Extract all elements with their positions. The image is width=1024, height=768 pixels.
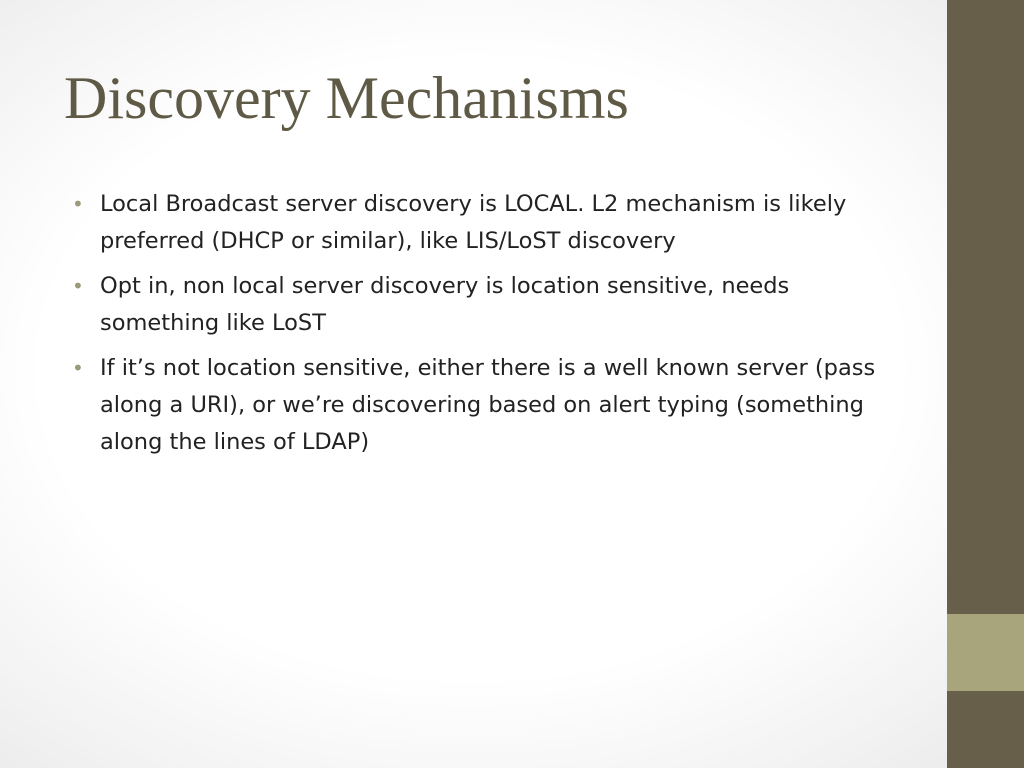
bullet-item bbox=[72, 350, 910, 461]
bullet-text: Opt in, non local server discovery is location sensitive, needs something like LoST bbox=[100, 273, 790, 336]
bullet-list bbox=[72, 186, 910, 469]
side-decoration-accent bbox=[947, 614, 1024, 691]
bullet-item bbox=[72, 186, 910, 260]
bullet-item bbox=[72, 268, 910, 342]
slide-title: Discovery Mechanisms bbox=[64, 65, 629, 131]
bullet-dot-icon: • bbox=[72, 274, 84, 298]
bullet-dot-icon: • bbox=[72, 192, 84, 216]
bullet-dot-icon: • bbox=[72, 356, 84, 380]
bullet-text: If it’s not location sensitive, either there is a well known server (pass along a URI), or we’re discovering based on alert typing (something along the lines of LDAP) bbox=[100, 355, 876, 455]
bullet-text: Local Broadcast server discovery is LOCAL. L2 mechanism is likely preferred (DHCP or similar), like LIS/LoST discovery bbox=[100, 191, 847, 254]
